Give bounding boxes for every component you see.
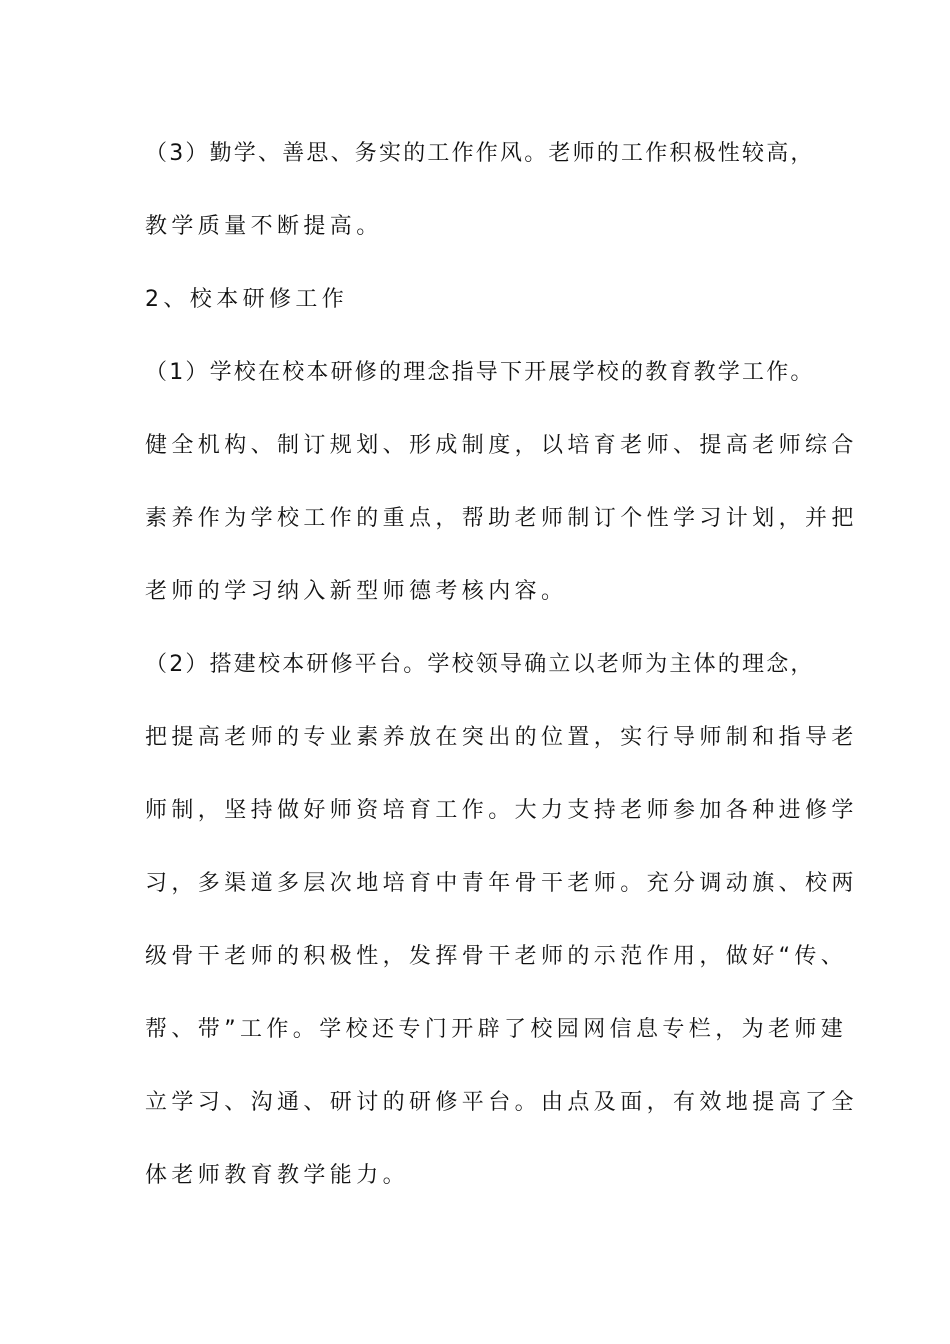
paragraph-line: 级骨干老师的积极性，发挥骨干老师的示范作用，做好“传、 bbox=[145, 944, 848, 969]
paragraph-line: 素养作为学校工作的重点，帮助老师制订个性学习计划，并把 bbox=[145, 506, 858, 531]
paragraph-line: 体老师教育教学能力。 bbox=[145, 1163, 410, 1188]
paragraph-line: （1）学校在校本研修的理念指导下开展学校的教育教学工作。 bbox=[145, 360, 815, 385]
paragraph-line: （2）搭建校本研修平台。学校领导确立以老师为主体的理念， bbox=[145, 652, 815, 677]
paragraph-line: 把提高老师的专业素养放在突出的位置，实行导师制和指导老 bbox=[145, 725, 858, 750]
paragraph-line: 老师的学习纳入新型师德考核内容。 bbox=[145, 579, 568, 604]
section-heading: 2、校本研修工作 bbox=[145, 287, 349, 312]
paragraph-line: 健全机构、制订规划、形成制度，以培育老师、提高老师综合 bbox=[145, 433, 858, 458]
paragraph-line: 习，多渠道多层次地培育中青年骨干老师。充分调动旗、校两 bbox=[145, 871, 858, 896]
paragraph-line: 教学质量不断提高。 bbox=[145, 214, 383, 239]
paragraph-line: 立学习、沟通、研讨的研修平台。由点及面，有效地提高了全 bbox=[145, 1090, 858, 1115]
paragraph-line: （3）勤学、善思、务实的工作作风。老师的工作积极性较高， bbox=[145, 141, 815, 166]
paragraph-line: 师制，坚持做好师资培育工作。大力支持老师参加各种进修学 bbox=[145, 798, 858, 823]
paragraph-line: 帮、带”工作。学校还专门开辟了校园网信息专栏，为老师建 bbox=[145, 1017, 848, 1042]
